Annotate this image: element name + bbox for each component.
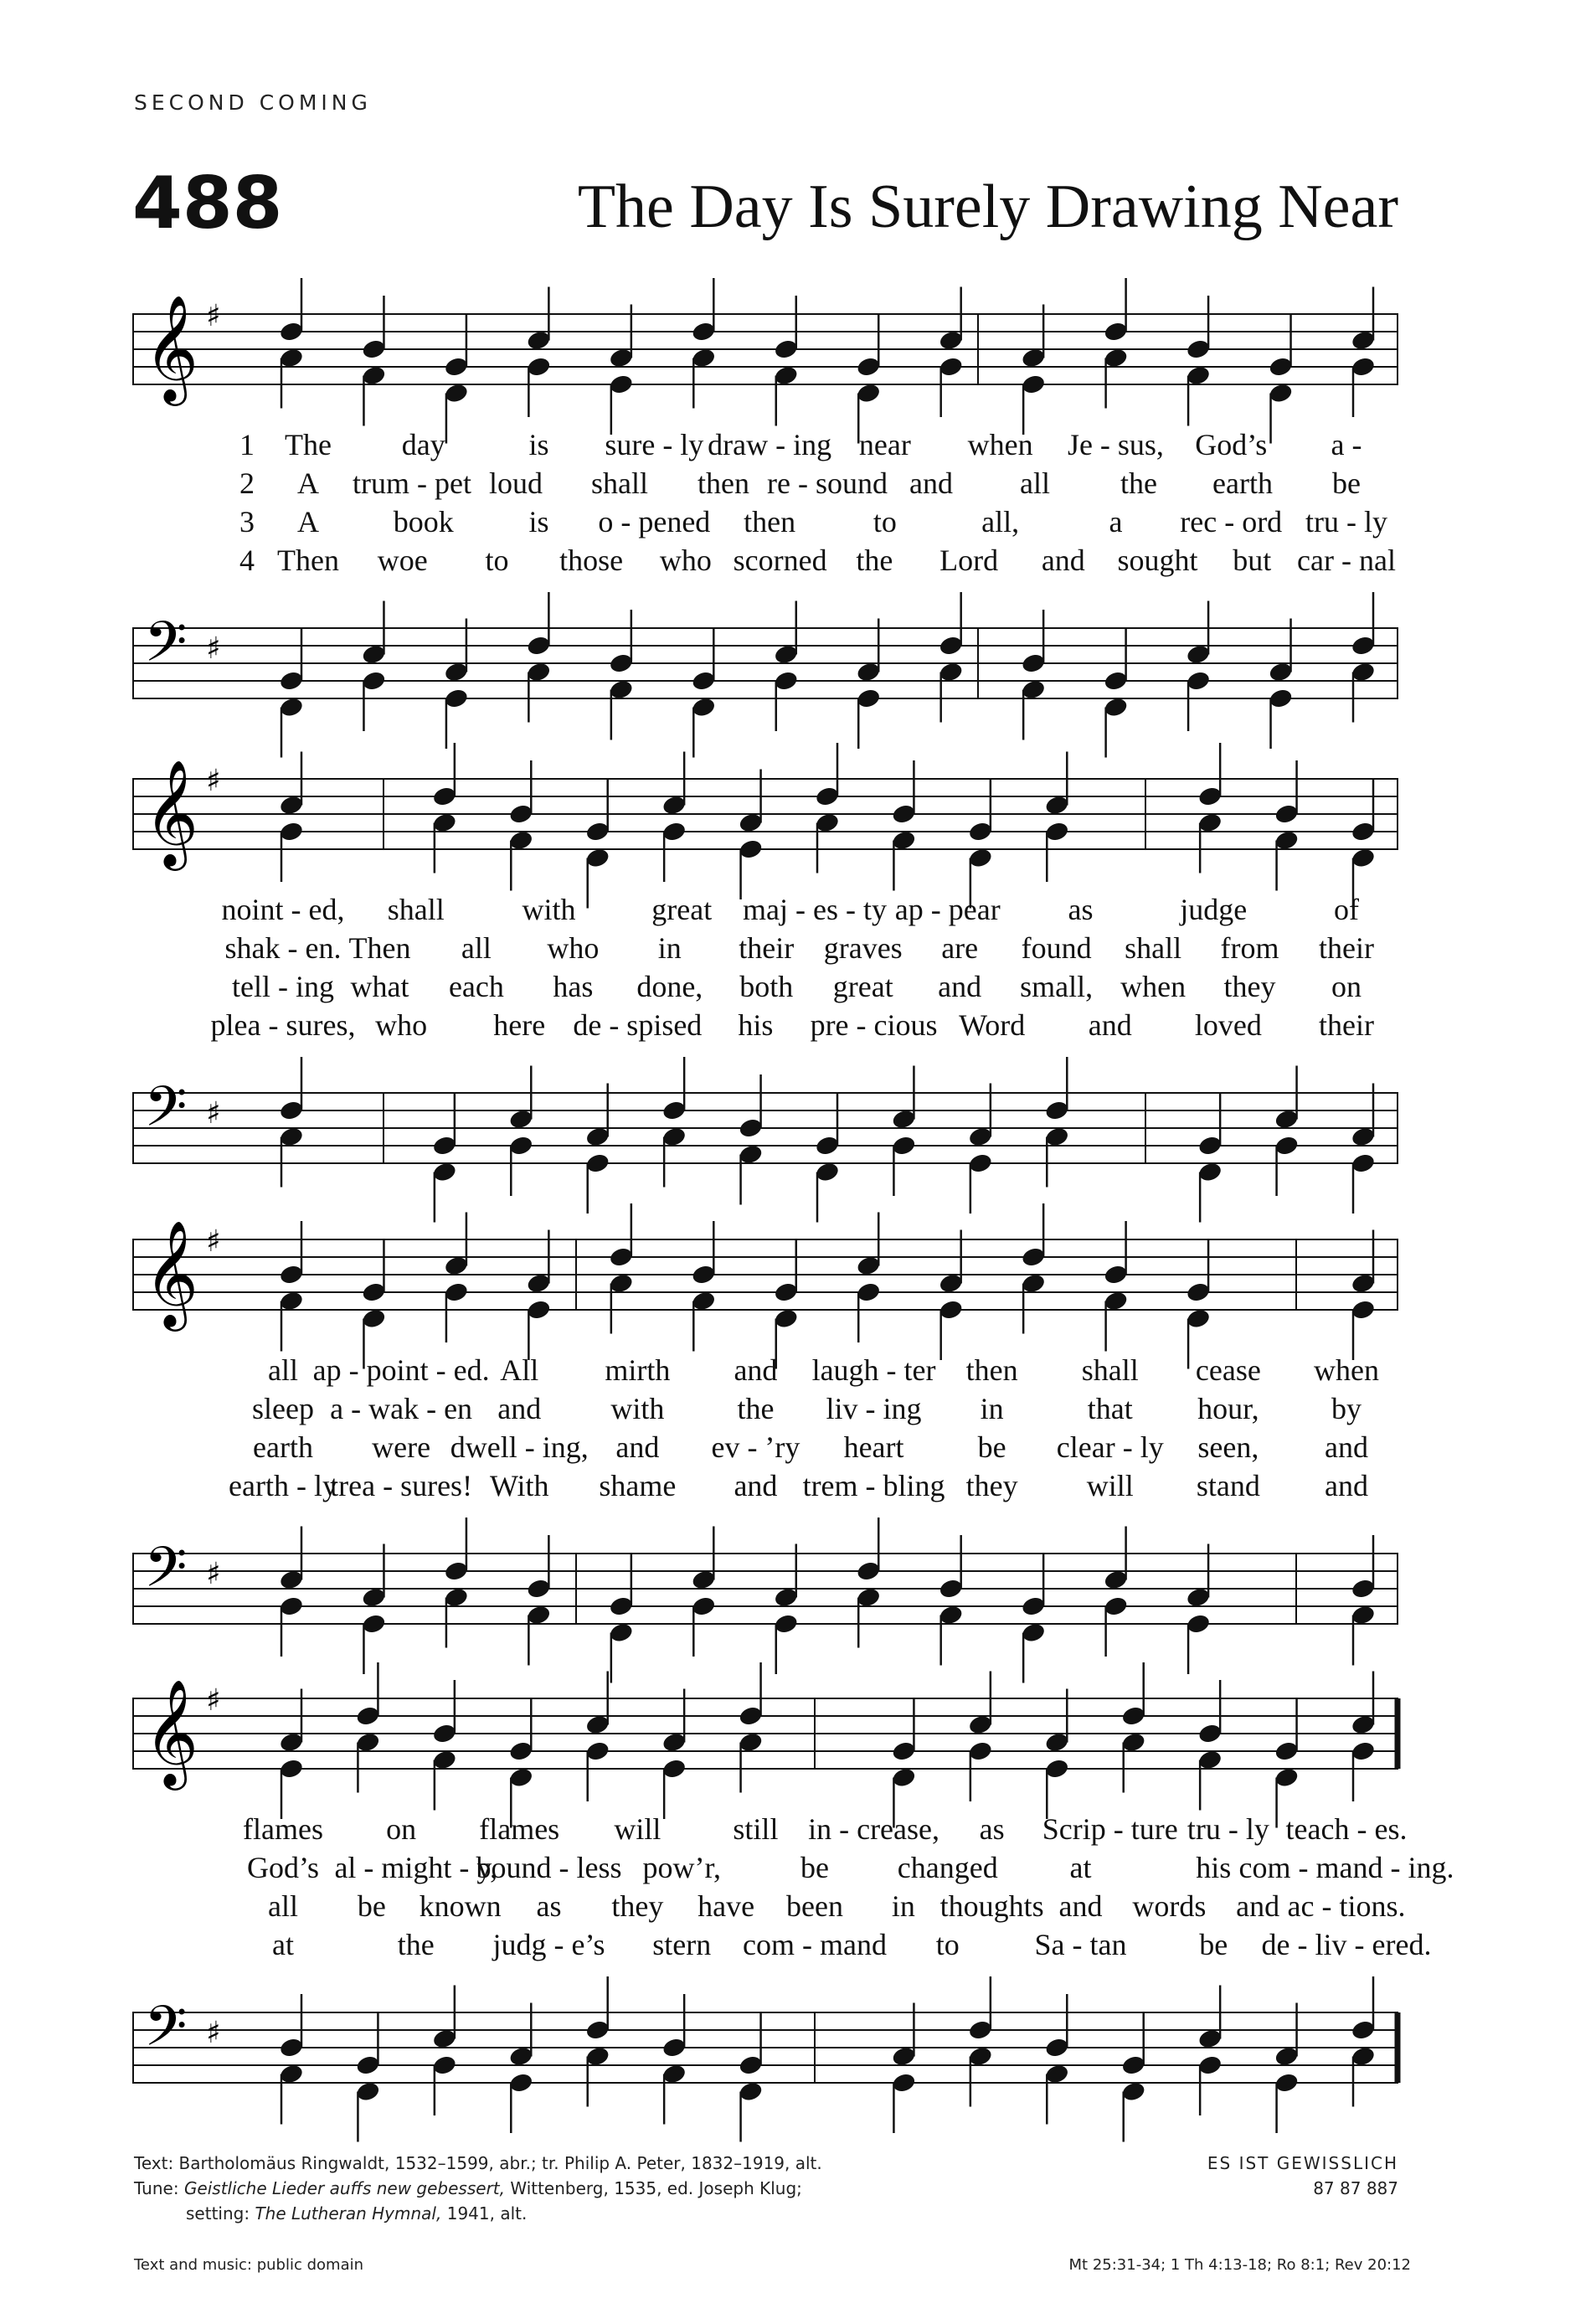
lyric-syllable: at [272,1928,294,1961]
lyric-syllable: has [553,970,594,1003]
lyric-syllable: earth [253,1430,313,1464]
lyric-syllable: and [1236,1889,1280,1923]
lyric-syllable: and [1325,1430,1368,1464]
lyric-syllable: his [738,1008,774,1042]
lyric-syllable: Then [277,544,339,577]
lyric-syllable: words [1132,1889,1207,1923]
lyric-syllable: were [372,1430,431,1464]
lyric-syllable: ev - ’ry [711,1430,800,1464]
lyric-syllable: liv - ing [826,1392,922,1425]
lyric-syllable: all [268,1353,298,1387]
lyric-syllable: on [1331,970,1362,1003]
lyric-syllable: and [497,1392,542,1425]
tune-info [1207,2151,1398,2201]
lyric-syllable: tell - ing [232,970,334,1003]
lyric-line-verse-4 [132,543,1398,576]
lyric-syllable: A [297,466,319,500]
lyric-syllable: noint - ed, [221,893,345,926]
key-signature-sharp: ♯ [206,1224,221,1259]
tune-credit: Tune: Geistliche Lieder auffs new gebessert, Wittenberg, 1535, ed. Joseph Klug; [134,2178,802,2198]
lyric-line-verse-3 [132,969,1398,1002]
lyric-syllable: rec - ord [1180,505,1283,538]
lyric-syllable: sleep [252,1392,314,1425]
lyric-syllable: and [734,1469,778,1502]
lyric-syllable: God’s [1195,428,1268,461]
lyric-syllable: sure - ly [605,428,704,461]
lyric-syllable: graves [823,931,903,965]
lyric-syllable: God’s [246,1851,320,1884]
lyric-syllable: trem - bling [802,1469,945,1502]
lyric-syllable: be [1199,1928,1228,1961]
lyric-syllable: to [485,544,509,577]
credits [134,2151,822,2226]
lyric-syllable: de - spised [573,1008,703,1042]
lyric-syllable: loved [1194,1008,1262,1042]
lyric-syllable: on [386,1812,417,1846]
lyric-syllable: their [1319,931,1374,965]
lyric-syllable: With [489,1469,549,1502]
lyric-syllable: loud [488,466,543,500]
bass-clef: 𝄢 [144,1074,188,1152]
lyric-line-verse-4 [132,1007,1398,1041]
lyric-syllable: and [938,970,982,1003]
lyric-syllable: stand [1196,1469,1260,1502]
lyric-syllable: o - pened [598,505,711,538]
treble-clef: 𝄞 [144,1678,199,1786]
lyric-syllable: changed [897,1851,998,1884]
lyric-syllable: the [1120,466,1157,500]
treble-staff [132,1219,1398,1332]
lyric-syllable: pow’r, [642,1851,722,1884]
lyric-syllable: then [697,466,749,500]
meter: 87 87 887 [1313,2178,1398,2198]
lyric-syllable: they [965,1469,1018,1502]
lyric-syllable: cease [1195,1353,1261,1387]
lyric-line-verse-2 [132,1391,1398,1425]
hymn-title: The Day Is Surely Drawing Near [577,173,1398,241]
bass-staff [132,1537,1398,1646]
lyric-syllable: near [858,428,911,461]
lyric-syllable: at [1069,1851,1092,1884]
lyric-syllable: to [873,505,897,538]
lyric-syllable: trea - sures! [330,1469,473,1502]
lyric-syllable: their [1319,1008,1374,1042]
copyright: Text and music: public domain [134,2256,364,2274]
lyric-syllable: will [1086,1469,1134,1502]
lyric-syllable: sought [1117,544,1198,577]
lyric-syllable: and [615,1430,660,1464]
lyric-syllable: scorned [733,544,827,577]
lyric-line-verse-1 [132,892,1398,925]
lyric-syllable: ac - tions. [1287,1889,1406,1923]
lyric-syllable: shak - en. [224,931,342,965]
key-signature-sharp: ♯ [206,631,221,666]
lyric-syllable: tru - ly [1187,1812,1269,1846]
lyric-syllable: flames [243,1812,323,1846]
key-signature-sharp: ♯ [206,1557,221,1591]
lyric-syllable: that [1087,1392,1133,1425]
lyric-syllable: shall [1125,931,1182,965]
lyric-syllable: in [891,1889,915,1923]
lyric-syllable: shall [387,893,445,926]
lyric-syllable: clear - ly [1056,1430,1164,1464]
lyric-syllable: Lord [939,544,999,577]
tune-name: ES IST GEWISSLICH [1207,2153,1398,2173]
bass-staff [132,1996,1398,2105]
lyric-syllable: re - sound [767,466,888,500]
lyric-syllable: com - mand - ing. [1238,1851,1454,1884]
lyric-syllable: Je - sus, [1067,428,1164,461]
verse-number: 2 [239,466,255,500]
lyric-syllable: are [941,931,979,965]
lyric-syllable: they [611,1889,664,1923]
lyric-syllable: Then [348,931,411,965]
lyric-line-verse-2 [132,466,1398,499]
lyric-line-verse-3 [132,1430,1398,1463]
lyric-syllable: in [657,931,682,965]
lyric-syllable: plea - sures, [210,1008,356,1042]
lyric-syllable: Sa - tan [1034,1928,1127,1961]
lyric-syllable: judge [1180,893,1248,926]
lyric-syllable: de - liv - ered. [1261,1928,1432,1961]
treble-staff [132,294,1398,406]
lyric-syllable: when [967,428,1033,461]
setting-credit: setting: The Lutheran Hymnal, 1941, alt. [186,2203,528,2224]
lyric-syllable: be [977,1430,1006,1464]
lyric-syllable: been [786,1889,843,1923]
lyric-syllable: to [935,1928,960,1961]
lyric-syllable: then [965,1353,1018,1387]
section-label: SECOND COMING [134,90,372,115]
treble-staff [132,759,1398,871]
lyric-syllable: a [1109,505,1123,538]
lyric-syllable: shall [591,466,648,500]
bass-clef: 𝄢 [144,610,188,688]
lyric-syllable: seen, [1197,1430,1259,1464]
lyric-syllable: ap - point - ed. [312,1353,490,1387]
lyric-syllable: both [739,970,794,1003]
lyric-syllable: ap - pear [894,893,1001,926]
text-credit: Text: Bartholomäus Ringwaldt, 1532–1599, abr.; tr. Philip A. Peter, 1832–1919, alt. [134,2153,822,2173]
lyric-syllable: great [832,970,893,1003]
lyric-syllable: in [980,1392,1004,1425]
verse-number: 3 [239,505,255,538]
lyric-syllable: a - [1331,428,1362,461]
key-signature-sharp: ♯ [206,2016,221,2050]
lyric-syllable: tru - ly [1305,505,1387,538]
lyric-syllable: of [1334,893,1359,926]
lyric-syllable: they [1223,970,1276,1003]
lyric-syllable: the [397,1928,435,1961]
key-signature-sharp: ♯ [206,299,221,333]
lyric-syllable: al - might - y, [334,1851,498,1884]
lyric-syllable: what [350,970,409,1003]
lyric-syllable: as [1068,893,1094,926]
lyric-line-verse-4 [132,1927,1432,1961]
lyric-syllable: The [285,428,332,461]
lyric-syllable: found [1021,931,1092,965]
lyric-syllable: all [268,1889,298,1923]
lyric-syllable: trum - pet [353,466,471,500]
lyric-syllable: each [448,970,504,1003]
lyric-line-verse-3 [132,504,1398,538]
key-signature-sharp: ♯ [206,764,221,798]
lyric-syllable: pre - cious [810,1008,938,1042]
lyric-syllable: book [393,505,454,538]
lyric-syllable: flames [479,1812,560,1846]
lyric-syllable: is [528,505,549,538]
treble-clef: 𝄞 [144,294,199,401]
lyric-syllable: small, [1020,970,1094,1003]
lyric-syllable: with [522,893,576,926]
lyric-line-verse-3 [132,1889,1406,1923]
lyric-syllable: and [1088,1008,1132,1042]
lyric-syllable: thoughts [939,1889,1044,1923]
lyric-syllable: bound - less [476,1851,622,1884]
lyric-line-verse-1 [132,1811,1408,1846]
treble-clef: 𝄞 [144,759,199,866]
lyric-syllable: be [1332,466,1361,500]
lyric-syllable: the [856,544,893,577]
treble-staff [132,1678,1398,1791]
lyric-syllable: the [737,1392,775,1425]
lyric-syllable: teach - es. [1285,1812,1408,1846]
key-signature-sharp: ♯ [206,1096,221,1131]
lyric-syllable: all [1020,466,1050,500]
lyric-syllable: their [739,931,795,965]
hymn-number: 488 [132,162,283,245]
lyric-syllable: will [614,1812,661,1846]
lyric-syllable: earth [1212,466,1273,500]
lyric-syllable: and [1041,544,1085,577]
lyric-syllable: as [979,1812,1005,1846]
lyric-syllable: maj - es - ty [743,893,887,926]
verse-number: 4 [239,544,255,577]
verse-number: 1 [239,428,255,461]
lyric-line-verse-4 [132,1468,1398,1502]
lyric-syllable: who [659,544,712,577]
lyric-syllable: com - mand [743,1928,887,1961]
lyric-syllable: day [401,428,445,461]
lyric-syllable: here [493,1008,546,1042]
lyric-syllable: dwell - ing, [450,1430,589,1464]
lyric-syllable: a - wak - en [330,1392,473,1425]
lyric-syllable: all [461,931,492,965]
lyric-syllable: still [733,1812,779,1846]
lyric-syllable: when [1314,1353,1379,1387]
lyric-syllable: hour, [1197,1392,1259,1425]
lyric-syllable: draw - ing [708,428,832,461]
lyric-syllable: known [419,1889,502,1923]
lyric-syllable: All [500,1353,539,1387]
lyric-syllable: as [536,1889,562,1923]
lyric-syllable: and [1058,1889,1103,1923]
lyric-syllable: car - nal [1297,544,1396,577]
scripture-references: Mt 25:31-34; 1 Th 4:13-18; Ro 8:1; Rev 20:12 [1068,2256,1411,2274]
lyric-syllable: earth - ly [229,1469,337,1502]
treble-clef: 𝄞 [144,1219,199,1327]
bass-staff [132,1076,1398,1185]
lyric-syllable: in - crease, [808,1812,939,1846]
lyric-syllable: all, [981,505,1020,538]
lyric-syllable: and [909,466,953,500]
key-signature-sharp: ♯ [206,1683,221,1718]
lyric-syllable: be [357,1889,386,1923]
lyric-syllable: with [610,1392,665,1425]
lyric-line-verse-2 [132,930,1398,964]
lyric-syllable: heart [843,1430,904,1464]
lyric-syllable: and [1325,1469,1368,1502]
lyric-syllable: woe [377,544,428,577]
lyric-syllable: then [744,505,796,538]
lyric-syllable: Word [959,1008,1026,1042]
lyric-syllable: mirth [605,1353,671,1387]
lyric-syllable: those [559,544,624,577]
lyric-syllable: done, [636,970,703,1003]
lyric-syllable: and [734,1353,778,1387]
lyric-syllable: have [697,1889,755,1923]
lyric-line-verse-1 [132,427,1398,461]
lyric-syllable: great [651,893,713,926]
lyric-syllable: is [528,428,549,461]
bass-clef: 𝄢 [144,1535,188,1613]
lyric-syllable: who [375,1008,428,1042]
lyric-syllable: be [800,1851,829,1884]
lyric-syllable: A [297,505,319,538]
lyric-syllable: shall [1081,1353,1139,1387]
lyric-syllable: shame [599,1469,677,1502]
lyric-syllable: stern [652,1928,712,1961]
lyric-syllable: by [1331,1392,1362,1425]
bass-staff [132,611,1398,720]
lyric-syllable: his [1196,1851,1232,1884]
lyric-syllable: but [1233,544,1272,577]
lyric-syllable: laugh - ter [811,1353,936,1387]
bass-clef: 𝄢 [144,1994,188,2072]
lyric-syllable: from [1220,931,1279,965]
lyric-syllable: who [547,931,600,965]
lyric-syllable: Scrip - ture [1042,1812,1178,1846]
lyric-line-verse-2 [132,1850,1454,1884]
lyric-syllable: judg - e’s [492,1928,605,1961]
lyric-line-verse-1 [132,1353,1398,1386]
lyric-syllable: when [1120,970,1187,1003]
